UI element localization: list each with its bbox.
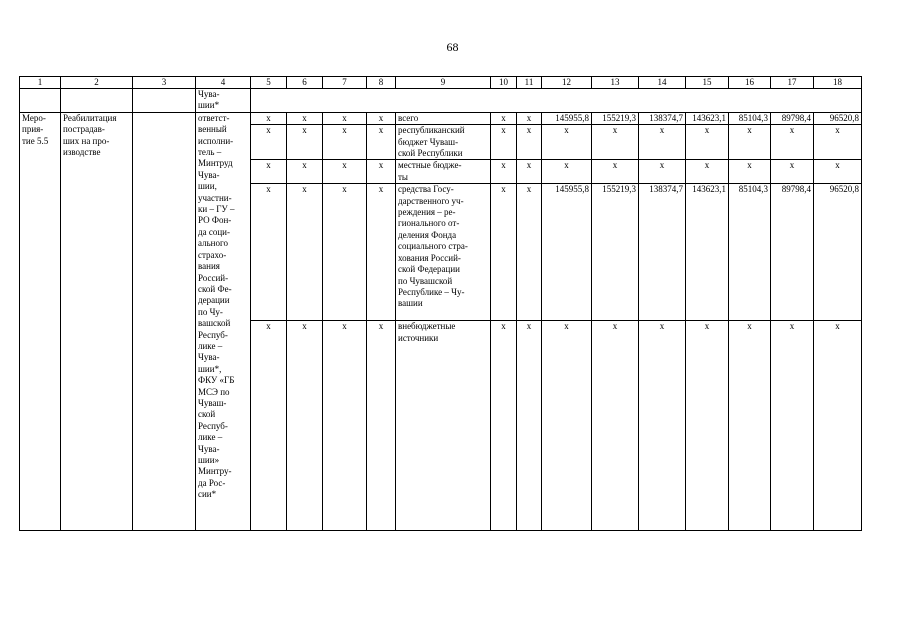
text-line: да соци-	[198, 226, 230, 237]
amount-cell: 145955,8	[542, 112, 592, 124]
code-cell: x	[517, 321, 542, 531]
text-line: тие 5.5	[22, 135, 49, 146]
mark-cell: x	[367, 112, 396, 124]
code-cell: x	[491, 321, 517, 531]
text-line: МСЭ по	[198, 386, 230, 397]
amount-cell: x	[814, 321, 862, 531]
text-line: ального	[198, 238, 228, 249]
amount-cell: 85104,3	[729, 112, 771, 124]
page-number: 68	[446, 40, 459, 54]
mark-cell: x	[251, 160, 287, 184]
amount-cell: x	[729, 160, 771, 184]
amount-cell: 96520,8	[814, 112, 862, 124]
text-line: страхо-	[198, 249, 227, 260]
column-number-row	[20, 77, 862, 89]
mark-cell: x	[367, 321, 396, 531]
amount-cell: 143623,1	[686, 184, 729, 321]
amount-cell: 143623,1	[686, 112, 729, 124]
text-line: Респуб-	[198, 329, 228, 340]
amount-cell: x	[639, 321, 686, 531]
text-line: вания	[198, 261, 220, 272]
text-line: по Чу-	[198, 306, 223, 317]
code-cell: x	[517, 112, 542, 124]
amount-cell: x	[592, 321, 639, 531]
executors-cell	[196, 112, 251, 530]
mark-cell: x	[251, 125, 287, 160]
text-line: да Рос-	[198, 477, 226, 488]
amount-cell: x	[771, 321, 814, 531]
code-cell: x	[517, 125, 542, 160]
text-line: сии*	[198, 489, 217, 500]
text-line: ской Фе-	[198, 283, 232, 294]
cell-empty	[133, 89, 196, 113]
column-number: 14	[639, 77, 686, 89]
amount-cell: 155219,3	[592, 184, 639, 321]
cell-empty	[20, 89, 61, 113]
funding-source-cell	[396, 184, 491, 321]
text-line: ской Федерации	[398, 264, 460, 275]
cell-empty	[61, 89, 133, 113]
column-number: 12	[542, 77, 592, 89]
text-line: Реабилитация	[63, 112, 117, 123]
text-line: шии*,	[198, 363, 222, 374]
text-line: социального стра-	[398, 241, 468, 252]
column-number: 18	[814, 77, 862, 89]
table-body	[20, 77, 862, 531]
text-line: исполни-	[198, 135, 234, 146]
code-cell: x	[491, 125, 517, 160]
text-line: дерации	[198, 295, 230, 306]
amount-cell: 89798,4	[771, 112, 814, 124]
column-number: 1	[20, 77, 61, 89]
measure-code-cell	[20, 112, 61, 530]
amount-cell: x	[771, 160, 814, 184]
text-line: вашской	[198, 318, 231, 329]
amount-cell: x	[771, 125, 814, 160]
mark-cell: x	[323, 125, 367, 160]
column-number: 15	[686, 77, 729, 89]
amount-cell: x	[814, 125, 862, 160]
mark-cell: x	[323, 160, 367, 184]
text-line: вашии	[398, 298, 423, 309]
column-number: 8	[367, 77, 396, 89]
column-number: 13	[592, 77, 639, 89]
cell-empty	[251, 89, 862, 113]
text-line: средства Госу-	[398, 184, 454, 195]
column-number: 7	[323, 77, 367, 89]
text-line: РО Фон-	[198, 215, 232, 226]
text-line: Чува-	[198, 89, 220, 99]
column-number: 6	[287, 77, 323, 89]
budget-table	[19, 76, 862, 531]
column-number: 2	[61, 77, 133, 89]
text-line: шии,	[198, 181, 217, 192]
text-line: по Чувашской	[398, 275, 453, 286]
text-line: Республике – Чу-	[398, 286, 465, 297]
text-line: хования Россий-	[398, 252, 461, 263]
amount-cell: x	[639, 125, 686, 160]
mark-cell: x	[323, 184, 367, 321]
text-line: Россий-	[198, 272, 229, 283]
text-line: Меро-	[22, 112, 46, 123]
text-line: прия-	[22, 124, 44, 135]
text-line: бюджет Чуваш-	[398, 136, 459, 147]
amount-cell: 89798,4	[771, 184, 814, 321]
mark-cell: x	[251, 184, 287, 321]
amount-cell: x	[686, 321, 729, 531]
text-line: изводстве	[63, 147, 101, 158]
funding-source-cell	[396, 112, 491, 124]
column-number: 3	[133, 77, 196, 89]
text-line: ской	[198, 409, 216, 420]
amount-cell: x	[729, 125, 771, 160]
column-number: 11	[517, 77, 542, 89]
amount-cell: x	[729, 321, 771, 531]
measure-name-cell	[61, 112, 133, 530]
amount-cell: x	[686, 160, 729, 184]
text-line: реждения – ре-	[398, 207, 456, 218]
amount-cell: x	[814, 160, 862, 184]
code-cell: x	[491, 160, 517, 184]
text-line: ФКУ «ГБ	[198, 375, 235, 386]
amount-cell: 85104,3	[729, 184, 771, 321]
mark-cell: x	[251, 321, 287, 531]
continuation-row	[20, 89, 862, 113]
amount-cell: 138374,7	[639, 112, 686, 124]
text-line: гионального от-	[398, 218, 460, 229]
funding-source-cell	[396, 321, 491, 531]
text-line: лике –	[198, 432, 223, 443]
text-line: внебюджетные	[398, 321, 456, 332]
mark-cell: x	[287, 321, 323, 531]
text-line: всего	[398, 112, 419, 123]
text-line: Минтру-	[198, 466, 232, 477]
mark-cell: x	[287, 184, 323, 321]
amount-cell: x	[686, 125, 729, 160]
text-line: шии»	[198, 455, 220, 465]
cell-empty	[133, 112, 196, 530]
text-line: ты	[398, 171, 408, 182]
amount-cell: 138374,7	[639, 184, 686, 321]
column-number: 17	[771, 77, 814, 89]
amount-cell: x	[542, 321, 592, 531]
text-line: шии*	[198, 100, 220, 111]
code-cell: x	[517, 184, 542, 321]
text-line: венный	[198, 124, 227, 135]
amount-cell: x	[592, 160, 639, 184]
funding-source-cell	[396, 125, 491, 160]
amount-cell: 145955,8	[542, 184, 592, 321]
code-cell: x	[517, 160, 542, 184]
text-line: дарственного уч-	[398, 195, 464, 206]
mark-cell: x	[287, 112, 323, 124]
column-number: 4	[196, 77, 251, 89]
mark-cell: x	[367, 125, 396, 160]
text-line: Чуваш-	[198, 397, 227, 408]
text-line: ки – ГУ –	[198, 204, 235, 215]
mark-cell: x	[323, 112, 367, 124]
text-line: деления Фонда	[398, 229, 457, 240]
table-row	[20, 112, 862, 124]
mark-cell: x	[251, 112, 287, 124]
text-line: лике –	[198, 340, 223, 351]
text-line: тель –	[198, 147, 222, 158]
column-number: 16	[729, 77, 771, 89]
text-line: участни-	[198, 192, 232, 203]
text-line: ской Республики	[398, 148, 463, 159]
text-line: Минтруд	[198, 158, 233, 169]
text-line: Чува-	[198, 443, 220, 454]
amount-cell: x	[639, 160, 686, 184]
text-line: источники	[398, 332, 439, 343]
funding-source-cell	[396, 160, 491, 184]
text-line: ответст-	[198, 112, 230, 123]
text-line: Чува-	[198, 352, 220, 363]
text-line: Респуб-	[198, 420, 228, 431]
column-number: 9	[396, 77, 491, 89]
mark-cell: x	[367, 184, 396, 321]
text-line: местные бюдже-	[398, 160, 462, 171]
continuation-executors-cell	[196, 89, 251, 113]
code-cell: x	[491, 112, 517, 124]
mark-cell: x	[367, 160, 396, 184]
text-line: пострадав-	[63, 124, 105, 135]
text-line: республиканский	[398, 125, 465, 136]
code-cell: x	[491, 184, 517, 321]
mark-cell: x	[323, 321, 367, 531]
amount-cell: 155219,3	[592, 112, 639, 124]
mark-cell: x	[287, 160, 323, 184]
amount-cell: x	[542, 160, 592, 184]
mark-cell: x	[287, 125, 323, 160]
amount-cell: 96520,8	[814, 184, 862, 321]
text-line: Чува-	[198, 169, 220, 180]
column-number: 5	[251, 77, 287, 89]
amount-cell: x	[592, 125, 639, 160]
amount-cell: x	[542, 125, 592, 160]
text-line: ших на про-	[63, 135, 110, 146]
column-number: 10	[491, 77, 517, 89]
